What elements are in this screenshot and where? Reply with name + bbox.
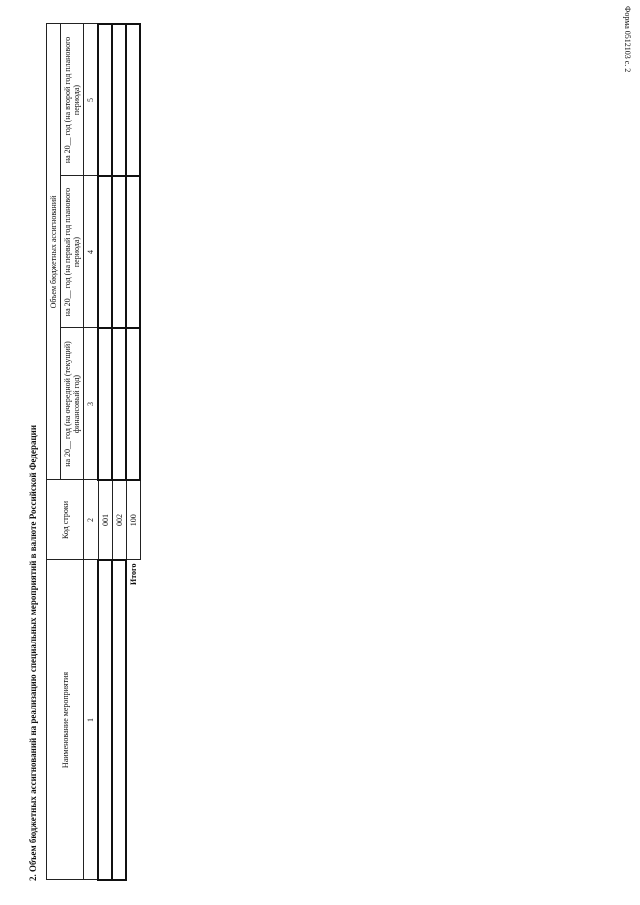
- col-num: 3: [84, 328, 99, 480]
- col-num: 1: [84, 560, 99, 880]
- col-num: 2: [84, 480, 99, 560]
- value-cell[interactable]: [98, 328, 112, 480]
- head-year-current: на 20__ год (на очередной (текущий) финансовый год): [61, 328, 84, 480]
- total-cell[interactable]: [126, 23, 140, 175]
- col-num: 5: [84, 23, 99, 175]
- section2-title: 2. Объем бюджетных ассигнований на реализацию специальных мероприятий в валюте Российской Федерации: [28, 424, 38, 881]
- value-cell[interactable]: [112, 176, 126, 328]
- col-num: 4: [84, 176, 99, 328]
- row-code: 002: [112, 480, 126, 560]
- total-code: 100: [126, 480, 140, 560]
- head-year-first: на 20__ год (на первый год планового периода): [61, 176, 84, 328]
- head-code: Код строки: [47, 480, 84, 560]
- value-cell[interactable]: [112, 23, 126, 175]
- measure-cell[interactable]: [112, 560, 126, 880]
- total-cell[interactable]: [126, 328, 140, 480]
- measure-cell[interactable]: [98, 560, 112, 880]
- row-code: 001: [98, 480, 112, 560]
- head-year-second: на 20__ год (на второй год планового периода): [61, 23, 84, 175]
- rotated-sheet: [20, 19, 620, 887]
- head-measure: Наименование мероприятия: [47, 560, 84, 880]
- value-cell[interactable]: [98, 23, 112, 175]
- value-cell[interactable]: [98, 176, 112, 328]
- total-cell[interactable]: [126, 176, 140, 328]
- total-label: Итого: [129, 563, 138, 585]
- head-volume: Объем бюджетных ассигнований: [47, 23, 61, 479]
- section2-table: [46, 22, 141, 880]
- value-cell[interactable]: [112, 328, 126, 480]
- form-code: Форма 0512103 с. 2: [623, 6, 632, 73]
